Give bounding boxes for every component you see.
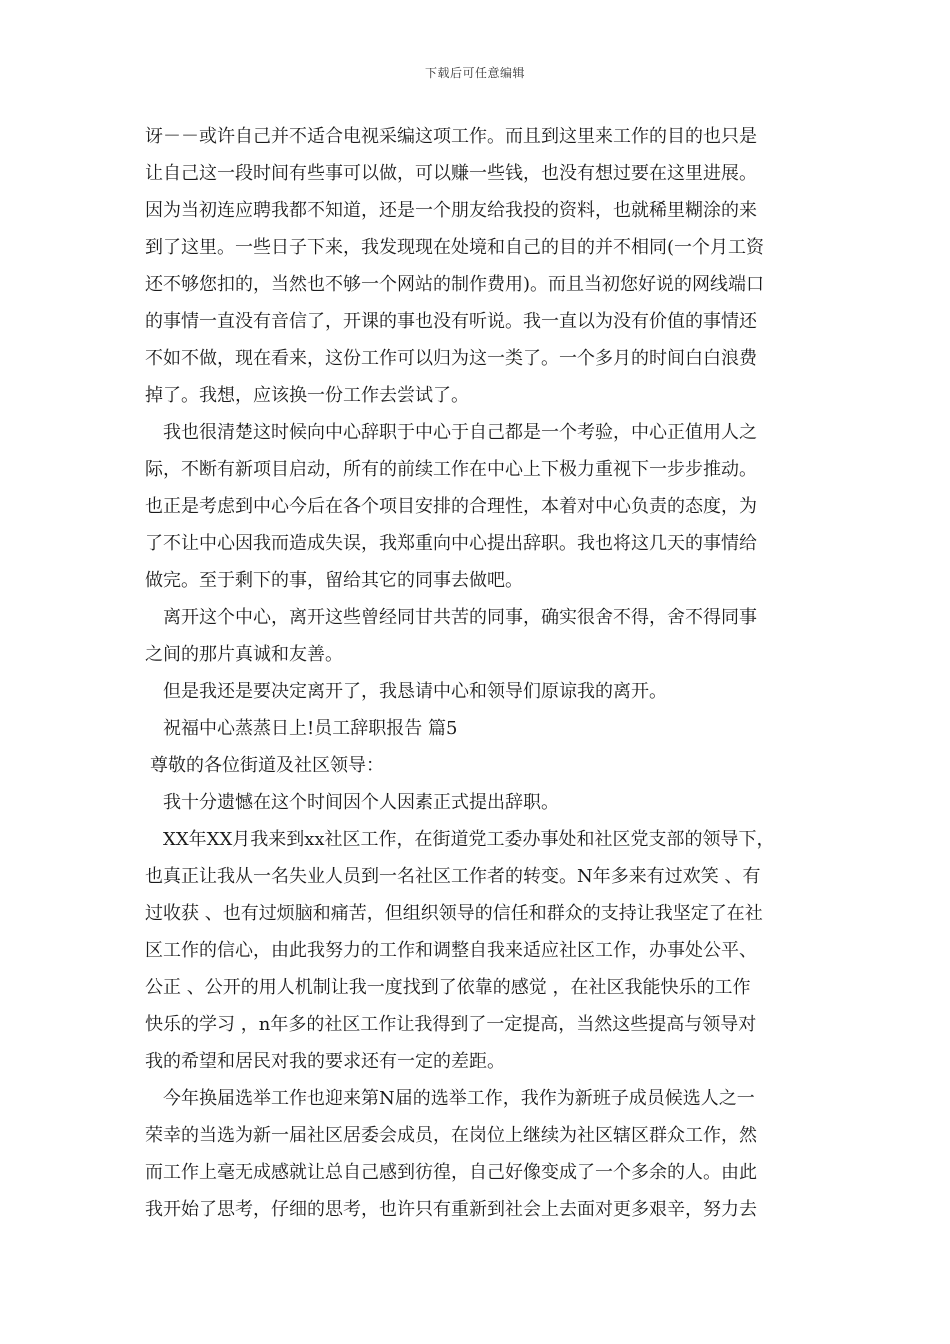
text-line: 离开这个中心，离开这些曾经同甘共苦的同事，确实很舍不得，舍不得同事: [163, 607, 757, 628]
text-line: 我的希望和居民对我的要求还有一定的差距。: [145, 1051, 505, 1072]
text-line: 我也很清楚这时候向中心辞职于中心于自己都是一个考验，中心正值用人之: [163, 422, 757, 443]
text-line: 不如不做，现在看来，这份工作可以归为这一类了。一个多月的时间白白浪费: [145, 348, 757, 369]
text-line: 今年换届选举工作也迎来第N届的选举工作，我作为新班子成员候选人之一: [163, 1088, 755, 1109]
text-line: 让自己这一段时间有些事可以做，可以赚一些钱，也没有想过要在这里进展。: [145, 163, 757, 184]
text-line: 之间的那片真诚和友善。: [145, 644, 343, 665]
text-line: 掉了。我想，应该换一份工作去尝试了。: [145, 385, 469, 406]
text-line: 荣幸的当选为新一届社区居委会成员，在岗位上继续为社区辖区群众工作，然: [145, 1125, 757, 1146]
text-line: 快乐的学习 ，n年多的社区工作让我得到了一定提高，当然这些提高与领导对: [145, 1014, 757, 1035]
text-line: 了不让中心因我而造成失误，我郑重向中心提出辞职。我也将这几天的事情给: [145, 533, 757, 554]
text-line: 公正 、公开的用人机制让我一度找到了依靠的感觉 ，在社区我能快乐的工作: [145, 977, 751, 998]
text-line: XX年XX月我来到xx社区工作，在街道党工委办事处和社区党支部的领导下，: [163, 829, 775, 850]
text-line: 做完。至于剩下的事，留给其它的同事去做吧。: [145, 570, 523, 591]
text-line: 而工作上毫无成感就让总自己感到彷徨，自己好像变成了一个多余的人。由此: [145, 1162, 757, 1183]
text-line: 我开始了思考，仔细的思考，也许只有重新到社会上去面对更多艰辛，努力去: [145, 1199, 757, 1220]
text-line: 但是我还是要决定离开了，我恳请中心和领导们原谅我的离开。: [163, 681, 667, 702]
text-line: 因为当初连应聘我都不知道，还是一个朋友给我投的资料，也就稀里糊涂的来: [145, 200, 757, 221]
text-line: 我十分遗憾在这个时间因个人因素正式提出辞职。: [163, 792, 559, 813]
text-line: 讶－－或许自己并不适合电视采编这项工作。而且到这里来工作的目的也只是: [145, 126, 757, 147]
text-line: 过收获 、也有过烦脑和痛苦，但组织领导的信任和群众的支持让我坚定了在社: [145, 903, 763, 924]
text-line: 也真正让我从一名失业人员到一名社区工作者的转变。N年多来有过欢笑 、有: [145, 866, 761, 887]
text-line: 区工作的信心，由此我努力的工作和调整自我来适应社区工作，办事处公平、: [145, 940, 757, 961]
text-line: 的事情一直没有音信了，开课的事也没有听说。我一直以为没有价值的事情还: [145, 311, 757, 332]
document-body: [145, 118, 810, 1228]
page-header-note: 下载后可任意编辑: [424, 66, 525, 80]
text-line: 也正是考虑到中心今后在各个项目安排的合理性，本着对中心负责的态度，为: [145, 496, 757, 517]
salutation: 尊敬的各位街道及社区领导：: [150, 755, 384, 776]
text-line: 还不够您扣的，当然也不够一个网站的制作费用)。而且当初您好说的网线端口: [145, 274, 765, 295]
text-line: 到了这里。一些日子下来，我发现现在处境和自己的目的并不相同(一个月工资: [145, 237, 765, 258]
text-line: 际，不断有新项目启动，所有的前续工作在中心上下极力重视下一步步推动。: [145, 459, 757, 480]
section-heading: 祝福中心蒸蒸日上!员工辞职报告 篇5: [163, 718, 458, 739]
